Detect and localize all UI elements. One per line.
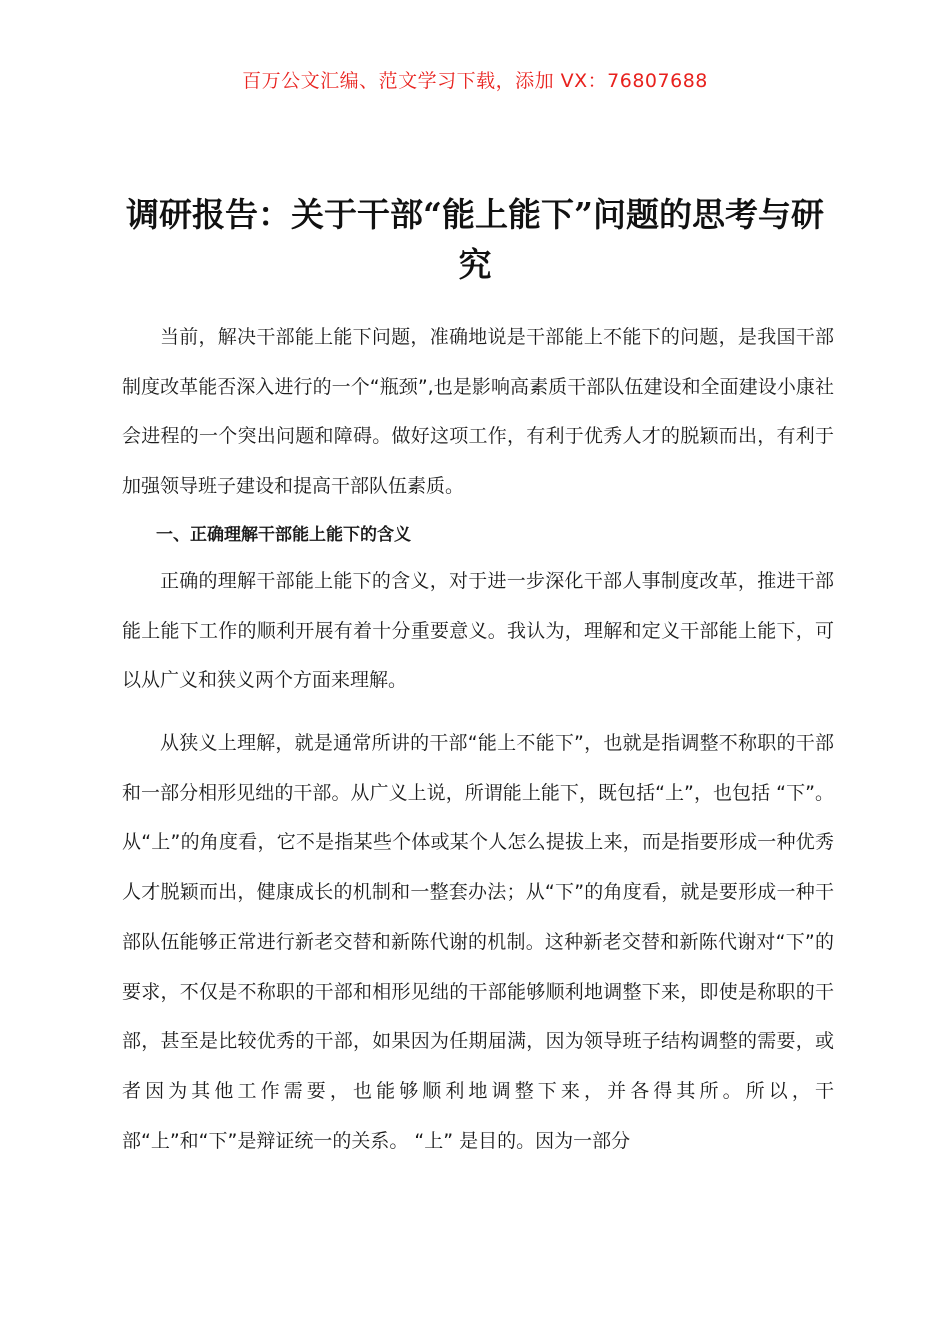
section-heading: 一、正确理解干部能上能下的含义 bbox=[156, 525, 411, 545]
download-notice: 百万公文汇编、范文学习下载，添加 VX：76807688 bbox=[242, 70, 708, 92]
document-title: 调研报告：关于干部“能上能下”问题的思考与研究 bbox=[126, 195, 824, 284]
paragraph-meaning: 正确的理解干部能上能下的含义，对于进一步深化干部人事制度改革，推进干部能上能下工作的顺利开展有着十分重要意义。我认为，理解和定义干部能上能下，可以从广义和狭义两个方面来理解。 bbox=[122, 570, 834, 692]
paragraph-narrow-broad: 从狭义上理解，就是通常所讲的干部“能上不能下”，也就是指调整不称职的干部和一部分相形见绌的干部。从广义上说，所谓能上能下，既包括“上”，也包括 “下”。从“上”的角度看，它不是指某些个体或某个人怎么提拔上来，而是指要形成一种优秀人才脱颖而出，健康成长的机制和一整套办法；从“下”的角度看，就是要形成一种干部队伍能够正常进行新老交替和新陈代谢的机制。这种新老交替和新陈代谢对“下”的要求，不仅是不称职的干部和相形见绌的干部能够顺利地调整下来，即使是称职的干部，甚至是比较优秀的干部，如果因为任期届满，因为领导班子结构调整的需要，或者因为其他工作需要，也能够顺利地调整下来，并各得其所。所以，干部“上”和“下”是辩证统一的关系。 “上” 是目的。因为一部分 bbox=[122, 732, 834, 1152]
paragraph-intro: 当前，解决干部能上能下问题，准确地说是干部能上不能下的问题，是我国干部制度改革能否深入进行的一个“瓶颈”,也是影响高素质干部队伍建设和全面建设小康社会进程的一个突出问题和障碍。做好这项工作，有利于优秀人才的脱颖而出，有利于加强领导班子建设和提高干部队伍素质。 bbox=[122, 326, 834, 498]
